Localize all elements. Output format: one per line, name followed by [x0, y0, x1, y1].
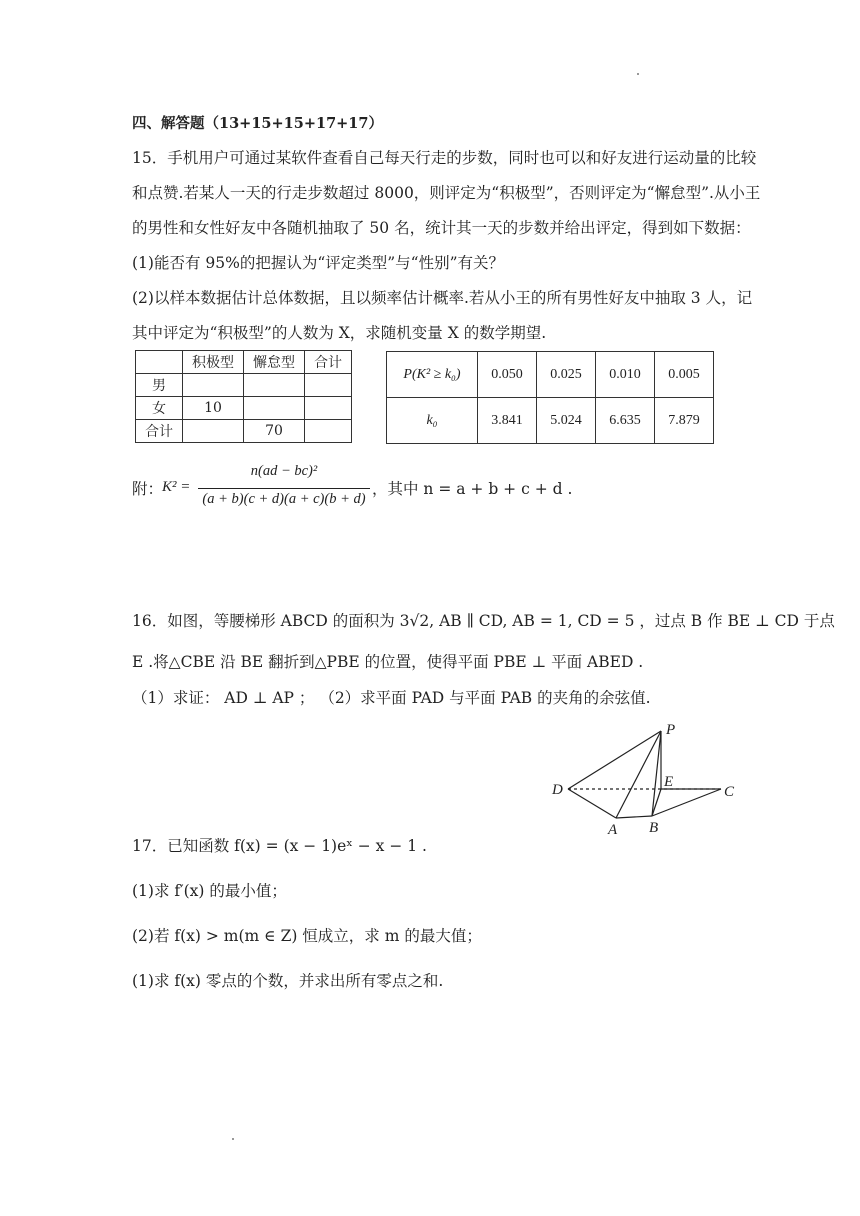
- folded-trapezoid-figure: [548, 718, 748, 838]
- k0-header: k₀: [426, 412, 438, 428]
- table-row: [136, 351, 352, 374]
- section-title: 四、解答题（13+15+15+17+17）: [132, 115, 383, 132]
- q17-line-4: (1)求 f(x) 零点的个数，并求出所有零点之和.: [132, 972, 444, 990]
- fraction-bar: [198, 488, 370, 489]
- table-cell: 0.005: [655, 352, 714, 398]
- label-d: D: [552, 782, 563, 798]
- table-row: [387, 352, 714, 398]
- table-cell: 女: [136, 397, 183, 420]
- table-cell: [136, 351, 183, 374]
- probability-header: P(K² ≥ k₀): [403, 366, 461, 382]
- table-cell: 积极型: [183, 351, 244, 374]
- table-cell: 0.010: [596, 352, 655, 398]
- table-cell: [183, 374, 244, 397]
- formula-numerator: n(ad − bc)²: [250, 463, 318, 479]
- corner-dot-top: [637, 73, 639, 75]
- table-cell: 7.879: [655, 398, 714, 444]
- corner-dot-bottom: [232, 1138, 234, 1140]
- q15-line-2: 和点赞.若某人一天的行走步数超过 8000，则评定为“积极型”，否则评定为“懈怠型”.从小王: [132, 184, 761, 202]
- segment-da: [568, 789, 616, 818]
- contingency-table: [135, 350, 352, 443]
- table-cell: 0.050: [478, 352, 537, 398]
- q16-line-1: 16．如图，等腰梯形 ABCD 的面积为 3√2, AB ∥ CD, AB = 1, CD = 5 ，过点 B 作 BE ⊥ CD 于点: [132, 612, 835, 630]
- table-cell: 3.841: [478, 398, 537, 444]
- table-cell: [244, 374, 305, 397]
- formula-suffix: ，其中 n = a + b + c + d .: [372, 480, 573, 498]
- segment-bc: [652, 789, 721, 816]
- formula-lhs: K² =: [162, 479, 191, 495]
- table-row: [136, 420, 352, 443]
- table-cell: 0.025: [537, 352, 596, 398]
- q15-line-6: 其中评定为“积极型”的人数为 X，求随机变量 X 的数学期望.: [132, 324, 547, 342]
- q15-line-5: (2)以样本数据估计总体数据，且以频率估计概率.若从小王的所有男性好友中抽取 3 人，记: [132, 289, 753, 307]
- q17-line-2: (1)求 f′(x) 的最小值；: [132, 882, 287, 900]
- table-cell: 合计: [136, 420, 183, 443]
- table-cell: 5.024: [537, 398, 596, 444]
- table-cell: [183, 420, 244, 443]
- table-cell: 男: [136, 374, 183, 397]
- formula-denominator: (a + b)(c + d)(a + c)(b + d): [202, 491, 366, 507]
- segment-ab: [616, 816, 652, 818]
- label-a: A: [608, 822, 618, 838]
- q17-line-3: (2)若 f(x) > m(m ∈ Z) 恒成立，求 m 的最大值；: [132, 927, 482, 945]
- table-cell: 6.635: [596, 398, 655, 444]
- table-cell: [305, 374, 352, 397]
- critical-value-table: [386, 351, 714, 444]
- table-cell: 合计: [305, 351, 352, 374]
- segment-pd: [568, 731, 661, 789]
- label-p: P: [666, 722, 676, 738]
- table-cell: [387, 398, 478, 444]
- q15-line-3: 的男性和女性好友中各随机抽取了 50 名，统计其一天的步数并给出评定，得到如下数据：: [132, 219, 751, 237]
- table-cell: 10: [183, 397, 244, 420]
- segment-pa: [616, 731, 661, 818]
- q17-line-1: 17．已知函数 f(x) = (x − 1)eˣ − x − 1 .: [132, 837, 427, 855]
- label-c: C: [724, 784, 735, 800]
- table-row: [387, 398, 714, 444]
- table-cell: [305, 420, 352, 443]
- q15-line-4: (1)能否有 95%的把握认为“评定类型”与“性别”有关？: [132, 254, 505, 272]
- q16-line-3: （1）求证： AD ⊥ AP ； （2）求平面 PAD 与平面 PAB 的夹角的余弦值.: [132, 689, 651, 707]
- label-b: B: [649, 820, 659, 836]
- q16-line-2: E .将△CBE 沿 BE 翻折到△PBE 的位置，使得平面 PBE ⊥ 平面 ABED .: [132, 653, 644, 671]
- label-e: E: [664, 774, 674, 790]
- table-cell: [305, 397, 352, 420]
- table-cell: 懈怠型: [244, 351, 305, 374]
- table-row: [136, 397, 352, 420]
- table-row: [136, 374, 352, 397]
- table-cell: [244, 397, 305, 420]
- q15-line-1: 15．手机用户可通过某软件查看自己每天行走的步数，同时也可以和好友进行运动量的比较: [132, 149, 757, 167]
- table-cell: 70: [244, 420, 305, 443]
- formula-prefix: 附：: [132, 480, 164, 498]
- table-cell: [387, 352, 478, 398]
